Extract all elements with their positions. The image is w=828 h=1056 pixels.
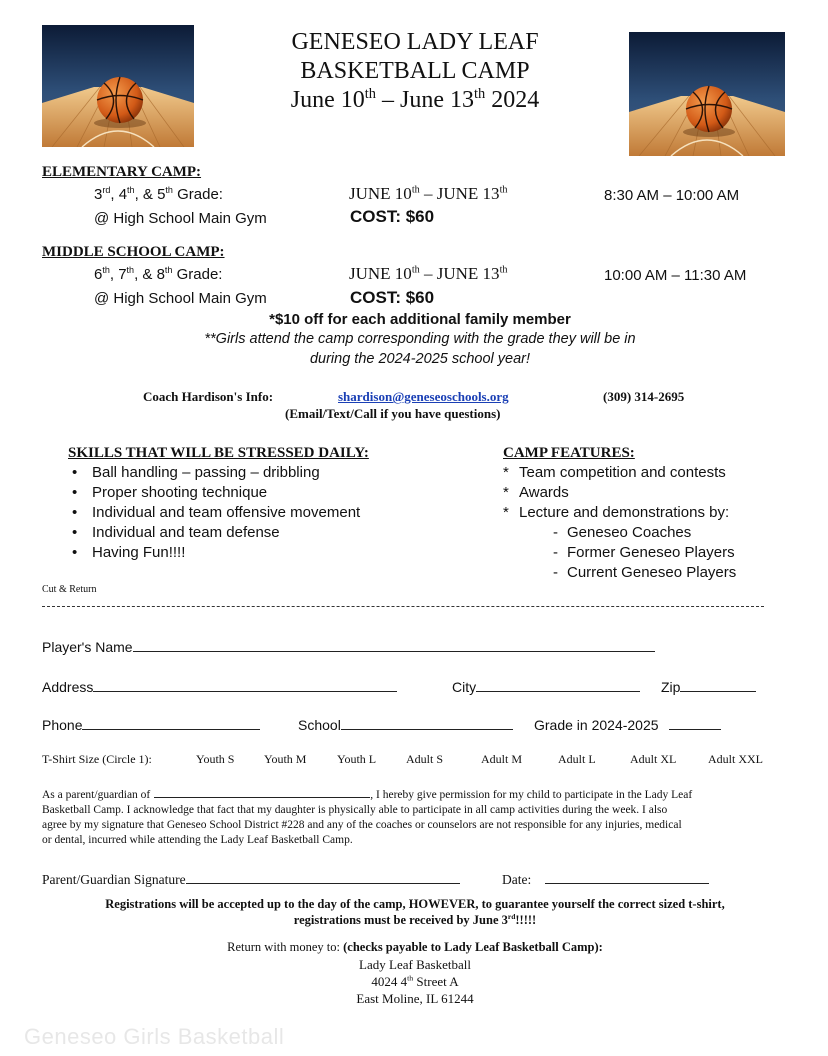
street-sup: th	[407, 973, 414, 983]
elementary-heading: ELEMENTARY CAMP:	[42, 164, 202, 180]
city-row	[452, 677, 640, 695]
coach-email-link[interactable]: shardison@geneseoschools.org	[338, 389, 509, 404]
date-text: JUNE 10	[349, 264, 412, 283]
date-label: Date:	[502, 872, 532, 887]
asterisk-icon: *	[503, 464, 509, 481]
title-date-sup: th	[474, 86, 486, 102]
zip-row	[661, 677, 756, 695]
feature-text: Lecture and demonstrations by:	[519, 504, 730, 521]
middle-grades	[94, 266, 222, 283]
consent-line: agree by my signature that Geneseo School District #228 and any of the coaches or counselors are not responsible for any injuries, medical	[42, 819, 682, 831]
feature-text: Team competition and contests	[519, 464, 726, 481]
street-text: Street A	[413, 974, 459, 989]
phone-label: Phone	[42, 717, 83, 733]
consent-text: As a parent/guardian of	[42, 789, 151, 801]
tshirt-label: T-Shirt Size (Circle 1):	[42, 752, 152, 766]
skill-text: Having Fun!!!!	[92, 544, 186, 561]
skill-item	[68, 463, 360, 483]
date-row	[502, 869, 709, 888]
signature-label: Parent/Guardian Signature	[42, 872, 186, 887]
grade-text: Grade:	[172, 186, 223, 203]
city-field[interactable]	[476, 677, 640, 692]
middle-dates	[349, 264, 508, 284]
registration-text: registrations must be received by June 3	[293, 913, 508, 927]
registration-line-1: Registrations will be accepted up to the day of the camp, HOWEVER, to guarantee yourself the correct sized t-shirt,	[105, 897, 725, 911]
size-option[interactable]: Youth M	[264, 752, 307, 766]
elementary-grades	[94, 186, 223, 203]
address-row	[42, 677, 397, 695]
skill-item	[68, 503, 360, 523]
coach-phone: (309) 314-2695	[603, 389, 685, 404]
date-text: JUNE 10	[349, 184, 412, 203]
registration-text: !!!!!	[515, 913, 537, 927]
phone-row	[42, 715, 260, 733]
feature-item	[503, 483, 729, 503]
size-option[interactable]: Youth L	[337, 752, 377, 766]
elementary-time: 8:30 AM – 10:00 AM	[604, 187, 740, 204]
size-option[interactable]: Adult M	[481, 752, 523, 766]
grade-label: Grade in 2024-2025	[534, 717, 659, 733]
street-text: 4024 4	[371, 974, 408, 989]
date-sup: th	[411, 264, 420, 276]
grade-sup: th	[127, 185, 135, 195]
grade-sup: th	[164, 265, 173, 275]
feature-subitem	[553, 523, 736, 543]
basketball-court-image	[42, 25, 194, 147]
date-sup: th	[411, 184, 420, 196]
grade-field[interactable]	[669, 715, 721, 730]
grade-sup: th	[102, 265, 110, 275]
grade-text: , 7	[109, 266, 127, 283]
feature-item	[503, 503, 729, 523]
middle-time: 10:00 AM – 11:30 AM	[604, 267, 747, 284]
family-discount-note: *$10 off for each additional family member	[269, 311, 571, 328]
elementary-location: @ High School Main Gym	[94, 210, 267, 227]
watermark-text: Geneseo Girls Basketball	[24, 1024, 285, 1049]
size-option[interactable]: Adult S	[406, 752, 444, 766]
grade-row	[534, 715, 721, 733]
zip-label: Zip	[661, 679, 681, 695]
title-date-sup: th	[364, 86, 376, 102]
grade-sup: th	[126, 265, 135, 275]
skill-text: Proper shooting technique	[92, 484, 268, 501]
consent-line: Basketball Camp. I acknowledge that fact that my daughter is physically able to participate in all camp activities during the week. I also	[42, 804, 668, 816]
grade-text: 3	[94, 186, 103, 203]
features-list	[503, 463, 729, 523]
grade-text: 6	[94, 266, 103, 283]
size-option[interactable]: Adult XL	[630, 752, 677, 766]
phone-field[interactable]	[82, 715, 260, 730]
address-label: Address	[42, 679, 94, 695]
skill-item	[68, 523, 360, 543]
title-date-end: – June 13	[376, 87, 474, 113]
skill-text: Individual and team defense	[92, 524, 280, 541]
size-option[interactable]: Adult XXL	[708, 752, 763, 766]
school-field[interactable]	[341, 715, 513, 730]
basketball-court-image	[629, 32, 785, 156]
bullet-icon: •	[72, 544, 78, 561]
basketball-photo-left	[42, 25, 194, 147]
address-field[interactable]	[93, 677, 397, 692]
basketball-photo-right	[629, 32, 785, 156]
skill-item	[68, 483, 360, 503]
return-name: Lady Leaf Basketball	[359, 957, 471, 972]
date-text: – JUNE 13	[419, 264, 500, 283]
title-dates	[180, 86, 650, 115]
feature-subtext: Geneseo Coaches	[567, 524, 692, 541]
grade-text: , 4	[110, 186, 128, 203]
player-name-field[interactable]	[133, 637, 655, 652]
registration-sup: rd	[507, 911, 516, 921]
title-date-start: June 10	[290, 87, 365, 113]
features-heading: CAMP FEATURES:	[503, 445, 635, 461]
title-date-year: 2024	[485, 87, 540, 113]
return-line	[40, 940, 790, 955]
grade-text: , & 5	[134, 186, 166, 203]
return-label: Return with money to:	[227, 940, 344, 954]
skills-heading: SKILLS THAT WILL BE STRESSED DAILY:	[68, 445, 369, 461]
grade-sup: th	[165, 185, 173, 195]
feature-subitem	[553, 543, 736, 563]
return-street	[40, 974, 790, 990]
asterisk-icon: *	[503, 484, 509, 501]
skill-text: Individual and team offensive movement	[92, 504, 361, 521]
consent-paragraph	[42, 786, 802, 848]
elementary-dates	[349, 184, 508, 204]
city-label: City	[452, 679, 477, 695]
size-option[interactable]: Youth S	[196, 752, 235, 766]
bullet-icon: •	[72, 524, 78, 541]
feature-subtext: Former Geneseo Players	[567, 544, 735, 561]
date-sup: th	[499, 264, 508, 276]
date-field[interactable]	[545, 869, 709, 884]
grade-note-line-2: during the 2024-2025 school year!	[309, 351, 531, 367]
dash-icon: -	[553, 564, 558, 581]
grade-text: Grade:	[172, 266, 223, 283]
features-sublist	[553, 523, 736, 583]
date-sup: th	[499, 184, 508, 196]
feature-text: Awards	[519, 484, 569, 501]
school-label: School	[298, 717, 341, 733]
registration-line-2	[40, 913, 790, 928]
coach-label: Coach Hardison's Info:	[143, 389, 274, 404]
feature-item	[503, 463, 729, 483]
consent-text: , I hereby give permission for my child to participate in the Lady Leaf	[370, 789, 693, 801]
size-option[interactable]: Adult L	[558, 752, 596, 766]
feature-subitem	[553, 563, 736, 583]
grade-text: , & 8	[134, 266, 165, 283]
zip-field[interactable]	[680, 677, 756, 692]
return-city: East Moline, IL 61244	[356, 991, 474, 1006]
dash-icon: -	[553, 524, 558, 541]
feature-subtext: Current Geneseo Players	[567, 564, 737, 581]
signature-field[interactable]	[186, 869, 460, 884]
camp-title	[180, 28, 650, 115]
cut-line	[42, 606, 764, 607]
bullet-icon: •	[72, 504, 78, 521]
grade-sup: rd	[102, 185, 111, 195]
elementary-cost: COST: $60	[350, 207, 435, 226]
player-name-row	[42, 637, 655, 655]
child-name-field[interactable]	[154, 786, 370, 798]
coach-contact-note: (Email/Text/Call if you have questions)	[285, 406, 501, 421]
skill-item	[68, 543, 360, 563]
bullet-icon: •	[72, 484, 78, 501]
school-row	[298, 715, 513, 733]
consent-line	[42, 786, 802, 803]
player-name-label: Player's Name	[42, 639, 133, 655]
consent-line: or dental, incurred while attending the Lady Leaf Basketball Camp.	[42, 834, 353, 846]
signature-row	[42, 869, 460, 888]
skill-text: Ball handling – passing – dribbling	[92, 464, 320, 481]
asterisk-icon: *	[503, 504, 509, 521]
middle-location: @ High School Main Gym	[94, 290, 267, 307]
return-payable: (checks payable to Lady Leaf Basketball Camp):	[343, 940, 603, 954]
date-text: – JUNE 13	[419, 184, 500, 203]
cut-return-label: Cut & Return	[42, 584, 97, 595]
skills-list	[68, 463, 360, 563]
dash-icon: -	[553, 544, 558, 561]
middle-cost: COST: $60	[350, 288, 435, 307]
title-line-1: GENESEO LADY LEAF	[291, 29, 539, 55]
title-line-2: BASKETBALL CAMP	[300, 58, 530, 84]
middle-heading: MIDDLE SCHOOL CAMP:	[42, 244, 225, 260]
bullet-icon: •	[72, 464, 78, 481]
grade-note-line-1: **Girls attend the camp corresponding with the grade they will be in	[204, 331, 636, 347]
